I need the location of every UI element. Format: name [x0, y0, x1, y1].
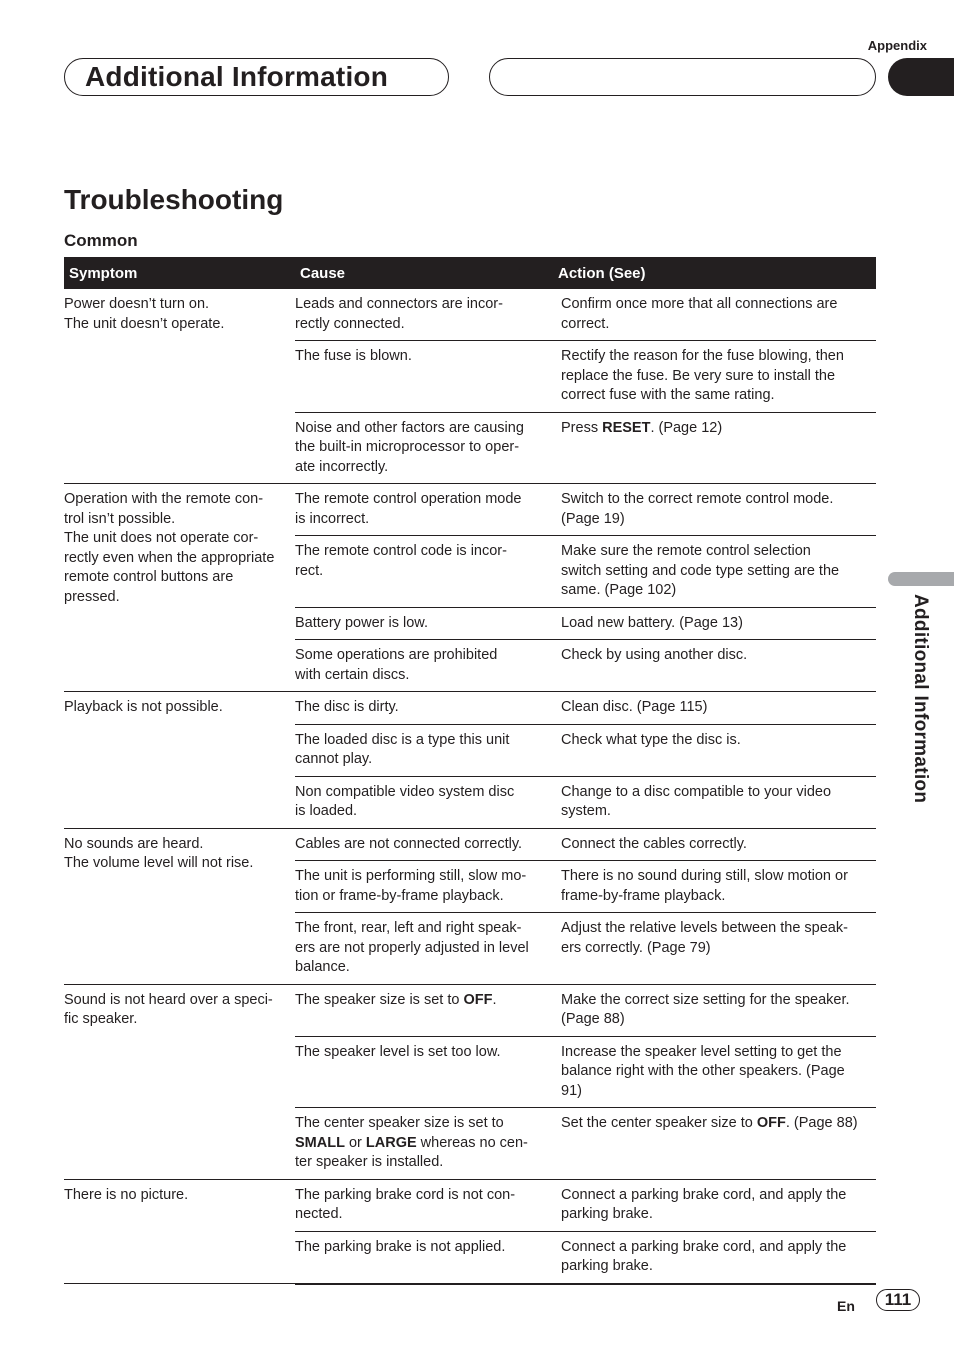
section-title: Additional Information — [85, 61, 389, 92]
cause-text: Cables are not connected correctly. — [295, 835, 523, 852]
column-header-action: Action (See) — [553, 257, 876, 289]
troubleshooting-table-container — [64, 257, 876, 1285]
action-cell: Change to a disc compatible to your video system. — [553, 776, 876, 828]
cause-text: The disc is dirty. — [295, 699, 399, 715]
cause-text: The loaded disc is a type this unit cannot play. — [295, 731, 510, 767]
table-row — [64, 289, 876, 341]
cause-cell — [295, 484, 553, 536]
text-run: . — [492, 991, 497, 1008]
cause-cell — [295, 640, 553, 692]
cause-text: Some operations are prohibited with certain discs. — [295, 647, 498, 683]
action-cell: Connect the cables correctly. — [553, 828, 876, 861]
cause-cell — [295, 1179, 553, 1231]
action-cell: Check what type the disc is. — [553, 724, 876, 776]
column-header-cause: Cause — [295, 257, 553, 289]
bold-term: OFF — [463, 991, 493, 1008]
cause-cell — [295, 1231, 553, 1284]
cause-text: Battery power is low. — [295, 614, 428, 631]
cause-text: Leads and connectors are incor- rectly connected. — [295, 296, 503, 332]
cause-text: The front, rear, left and right speak- ers are not properly adjusted in level balance. — [295, 920, 529, 975]
table-row — [64, 984, 876, 1036]
symptom-cell: Playback is not possible. — [64, 692, 295, 829]
text-run: Press — [561, 419, 603, 436]
cause-text: The remote control code is incor- rect. — [295, 543, 507, 579]
action-cell — [553, 1108, 876, 1180]
cause-text: The unit is performing still, slow mo- tion or frame-by-frame playback. — [295, 868, 527, 904]
bold-term: LARGE — [365, 1134, 417, 1151]
cause-cell — [295, 289, 553, 341]
cause-text — [295, 991, 551, 1011]
cause-cell — [295, 536, 553, 608]
page-title: Troubleshooting — [64, 184, 284, 215]
symptom-cell: There is no picture. — [64, 1179, 295, 1284]
table-row — [64, 1179, 876, 1231]
table-header-row — [64, 257, 876, 289]
cause-cell — [295, 984, 553, 1036]
text-run: or — [344, 1134, 366, 1151]
text-run: Set the center speaker size to — [561, 1115, 757, 1131]
cause-text: The remote control operation mode is incorrect. — [295, 491, 522, 527]
cause-text: The parking brake is not applied. — [295, 1238, 506, 1255]
bold-term: SMALL — [295, 1134, 345, 1151]
cause-cell — [295, 861, 553, 913]
cause-cell — [295, 1036, 553, 1108]
action-cell: Check by using another disc. — [553, 640, 876, 692]
symptom-cell: Sound is not heard over a speci- fic speaker. — [64, 984, 295, 1179]
action-cell: Increase the speaker level setting to get the balance right with the other speakers. (Page 91) — [553, 1036, 876, 1108]
appendix-label: Appendix — [867, 38, 927, 53]
text-run: . (Page 88) — [785, 1115, 858, 1131]
cause-text: The parking brake cord is not con- nected. — [295, 1186, 516, 1222]
cause-cell — [295, 412, 553, 484]
table-row — [64, 484, 876, 536]
text-run: . (Page 12) — [650, 419, 723, 436]
language-code: En — [837, 1298, 855, 1314]
cause-text — [295, 1114, 551, 1173]
table-row — [64, 828, 876, 861]
action-cell: Switch to the correct remote control mode. (Page 19) — [553, 484, 876, 536]
section-header-pill-empty — [489, 58, 876, 96]
cause-cell — [295, 724, 553, 776]
action-cell: Rectify the reason for the fuse blowing, then replace the fuse. Be very sure to install the correct fuse with the same rating. — [553, 341, 876, 413]
cause-cell — [295, 776, 553, 828]
cause-cell — [295, 1108, 553, 1180]
action-cell: Connect a parking brake cord, and apply the parking brake. — [553, 1231, 876, 1284]
page-number: 111 — [876, 1289, 920, 1311]
action-cell: There is no sound during still, slow motion or frame-by-frame playback. — [553, 861, 876, 913]
text-run: whereas no cen- — [416, 1134, 528, 1151]
text-run: The speaker size is set to — [295, 991, 464, 1008]
bold-term: OFF — [756, 1115, 786, 1131]
table-body — [64, 289, 876, 1284]
action-cell: Clean disc. (Page 115) — [553, 692, 876, 725]
cause-text: Noise and other factors are causing the built-in microprocessor to oper- ate incorrectly. — [295, 419, 524, 475]
symptom-cell: Operation with the remote con- trol isn’t possible. The unit does not operate cor- rectly even when the appropriate remote control buttons are pressed. — [64, 484, 295, 692]
troubleshooting-table — [64, 257, 876, 1285]
text-run: The center speaker size is set to — [295, 1115, 504, 1131]
cause-text: The fuse is blown. — [295, 348, 412, 364]
cause-text: The speaker level is set too low. — [295, 1043, 501, 1060]
cause-cell — [295, 692, 553, 725]
cause-cell — [295, 828, 553, 861]
side-tab-marker — [888, 572, 954, 586]
bold-term: RESET — [602, 419, 651, 436]
action-cell: Load new battery. (Page 13) — [553, 607, 876, 640]
cause-text: Non compatible video system disc is loaded. — [295, 783, 515, 819]
action-cell — [553, 412, 876, 484]
text-run: ter speaker is installed. — [295, 1154, 444, 1170]
side-section-label: Additional Information — [910, 594, 931, 804]
table-row — [64, 692, 876, 725]
subheading-common: Common — [64, 231, 138, 250]
section-header-pill — [64, 58, 449, 96]
action-cell: Make sure the remote control selection switch setting and code type setting are the same. (Page 102) — [553, 536, 876, 608]
cause-cell — [295, 341, 553, 413]
action-cell: Connect a parking brake cord, and apply the parking brake. — [553, 1179, 876, 1231]
cause-cell — [295, 913, 553, 985]
symptom-cell: Power doesn’t turn on. The unit doesn’t operate. — [64, 289, 295, 484]
action-cell: Make the correct size setting for the speaker. (Page 88) — [553, 984, 876, 1036]
cause-cell — [295, 607, 553, 640]
action-cell: Confirm once more that all connections are correct. — [553, 289, 876, 341]
appendix-tab-marker — [888, 58, 954, 96]
symptom-cell: No sounds are heard. The volume level will not rise. — [64, 828, 295, 984]
column-header-symptom: Symptom — [64, 257, 295, 289]
action-cell: Adjust the relative levels between the speak- ers correctly. (Page 79) — [553, 913, 876, 985]
